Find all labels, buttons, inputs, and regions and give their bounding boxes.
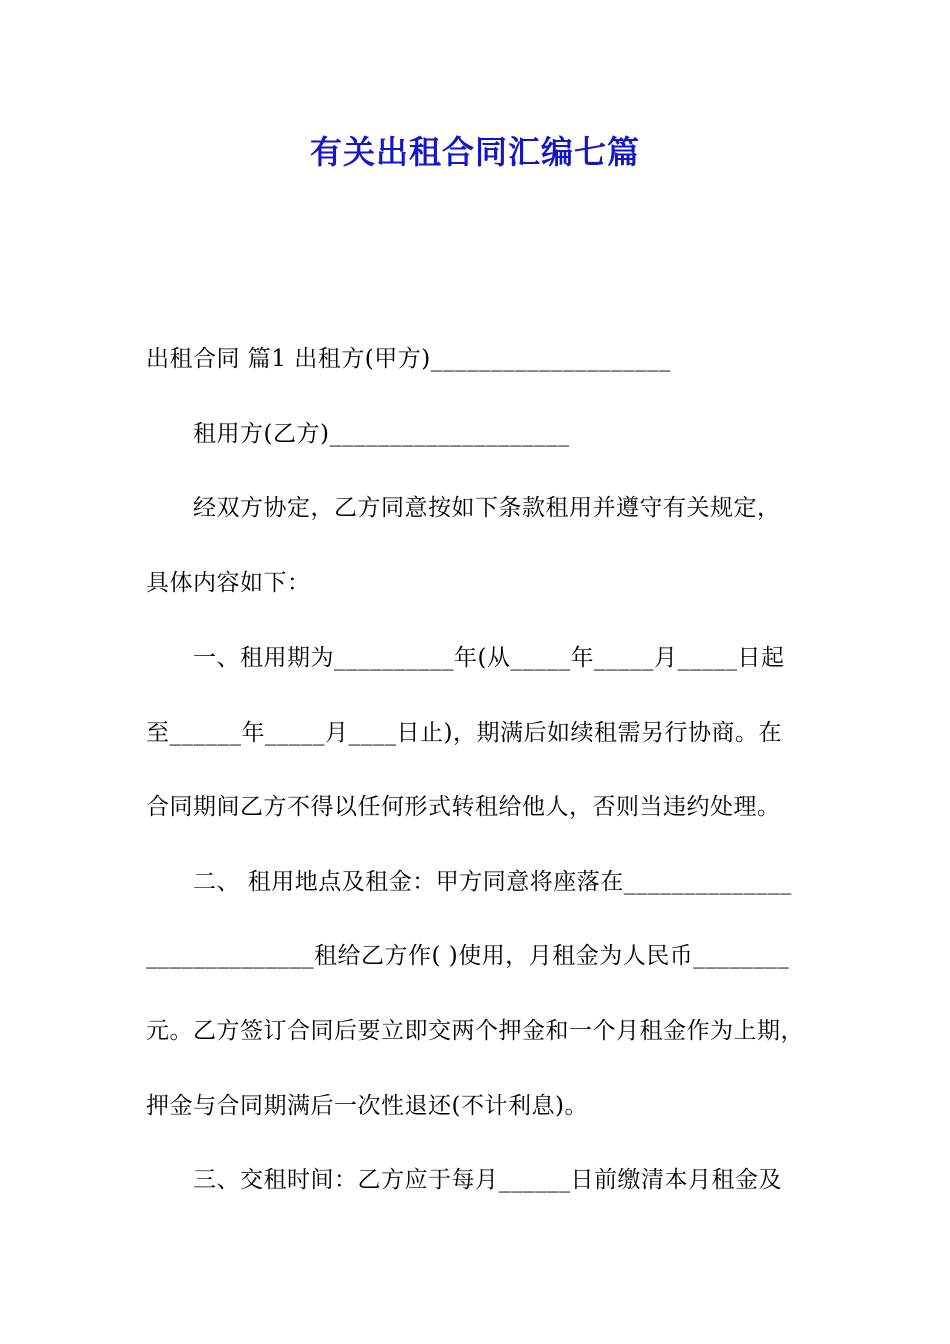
contract-line-intro: 经双方协定，乙方同意按如下条款租用并遵守有关规定， [193,495,781,521]
contract-line-clause1-cont2: 合同期间乙方不得以任何形式转租给他人，否则当违约处理。 [146,794,781,820]
contract-line-lessee: 租用方(乙方)____________________ [193,421,570,447]
contract-line-clause2-cont2: 元。乙方签订合同后要立即交两个押金和一个月租金作为上期， [146,1018,804,1044]
contract-line-intro-cont: 具体内容如下： [146,570,311,596]
contract-line-clause2-cont3: 押金与合同期满后一次性退还(不计利息)。 [146,1093,588,1119]
contract-line-clause2: 二、 租用地点及租金：甲方同意将座落在______________ [193,869,792,895]
contract-line-clause1: 一、租用期为__________年(从_____年_____月_____日起 [193,645,785,671]
contract-line-clause2-cont1: ______________租给乙方作( )使用，月租金为人民币________ [146,943,790,969]
page-title: 有关出租合同汇编七篇 [309,133,640,171]
contract-line-lessor: 出租合同 篇1 出租方(甲方)____________________ [146,346,671,372]
contract-line-clause1-cont1: 至______年_____月____日止)，期满后如续租需另行协商。在 [146,720,782,746]
contract-line-clause3: 三、交租时间：乙方应于每月______日前缴清本月租金及 [193,1167,782,1193]
